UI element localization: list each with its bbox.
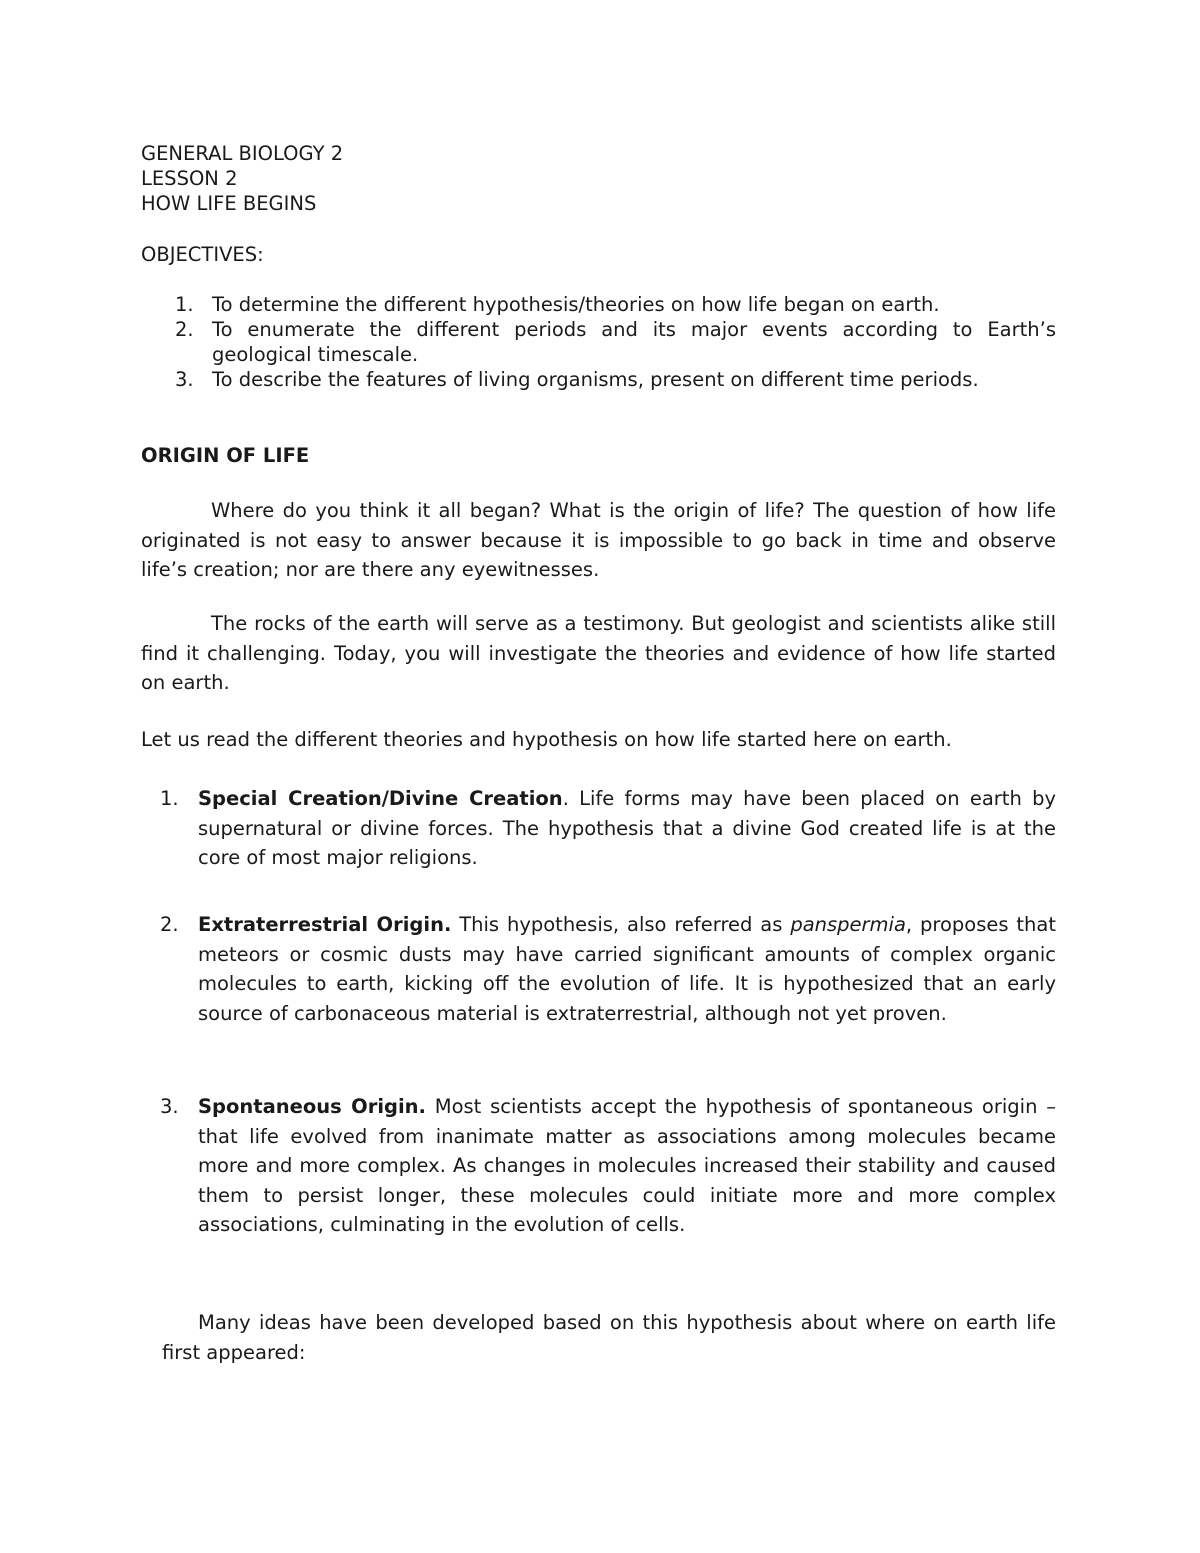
objective-text: To determine the different hypothesis/theories on how life began on earth. [212, 293, 940, 316]
theory-text: , proposes that meteors or cosmic dusts may have carried significant amounts of complex organic molecules to earth, kicking off the evolution of life. It is hypothesized that an early source of carbonaceous material is extraterrestrial, although not yet proven. [198, 913, 1057, 1025]
theories-intro: Let us read the different theories and hypothesis on how life started here on earth. [141, 728, 952, 751]
course-title: GENERAL BIOLOGY 2 [141, 142, 344, 165]
theory-number: 2. [160, 913, 179, 936]
objective-number: 2. [175, 318, 194, 341]
paragraph [141, 609, 1056, 698]
theory-text: This hypothesis, also referred as [451, 913, 791, 936]
theory-number: 3. [160, 1095, 179, 1118]
paragraph-text: The rocks of the earth will serve as a testimony. But geologist and scientists alike still find it challenging. Today, you will investigate the theories and evidence of how life started on earth. [141, 612, 1056, 695]
lesson-topic: HOW LIFE BEGINS [141, 192, 317, 215]
objective-item [141, 317, 1056, 367]
theory-text: Life forms may have been placed on earth by supernatural or divine forces. The hypothesis that a divine God created life is at the core of most major religions. [198, 787, 1056, 870]
closing-paragraph [162, 1308, 1056, 1367]
objective-text: To enumerate the different periods and its major events according to Earth’s geological timescale. [212, 318, 1056, 366]
theory-text: Most scientists accept the hypothesis of spontaneous origin – that life evolved from inanimate matter as associations among molecules became more and more complex. As changes in molecules increased their stability and caused them to persist longer, these molecules could initiate more and more complex associations, culminating in the evolution of cells. [198, 1095, 1056, 1237]
theory-body [198, 910, 1056, 1028]
theory-title-suffix: . [562, 787, 569, 810]
objective-text: To describe the features of living organisms, present on different time periods. [212, 368, 979, 391]
theory-body [198, 784, 1056, 873]
theory-item [160, 784, 1056, 873]
paragraph [141, 496, 1056, 585]
theory-title: Special Creation/Divine Creation [198, 787, 563, 810]
closing-text: Many ideas have been developed based on this hypothesis about where on earth life first appeared: [162, 1311, 1056, 1364]
paragraph-text: Where do you think it all began? What is the origin of life? The question of how life originated is not easy to answer because it is impossible to go back in time and observe life’s creation; nor are there any eyewitnesses. [141, 499, 1056, 582]
objective-number: 3. [175, 368, 194, 391]
objectives-label: OBJECTIVES: [141, 243, 264, 266]
theory-body [198, 1092, 1056, 1240]
theory-title: Extraterrestrial Origin. [198, 913, 452, 936]
theory-item [160, 1092, 1056, 1240]
objective-item [141, 367, 1056, 392]
objective-item [141, 292, 1056, 317]
theory-emphasis: panspermia [790, 913, 906, 936]
section-heading: ORIGIN OF LIFE [141, 444, 310, 467]
theory-number: 1. [160, 787, 179, 810]
theory-item [160, 910, 1056, 1028]
objective-number: 1. [175, 293, 194, 316]
theory-title: Spontaneous Origin. [198, 1095, 426, 1118]
lesson-number: LESSON 2 [141, 167, 238, 190]
